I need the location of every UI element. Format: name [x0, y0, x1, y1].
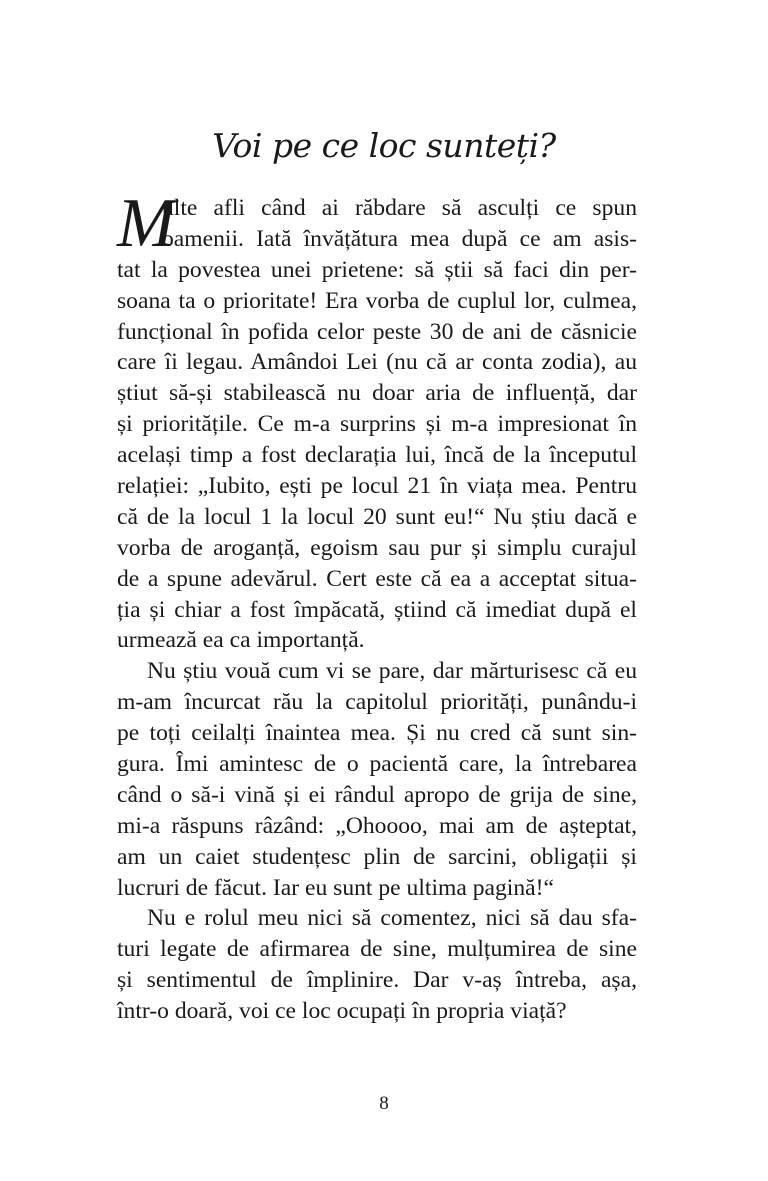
text-line: de a spune adevărul. Cert este că ea a acceptat situa-: [117, 565, 637, 592]
text-line: turi legate de afirmarea de sine, mulțumirea de sine: [117, 936, 637, 963]
text-line: care îi legau. Amândoi Lei (nu că ar conta zodia), au: [117, 349, 637, 376]
text-line: tat la povestea unei prietene: să știi să faci din per-: [117, 256, 637, 283]
text-line: ția și chiar a fost împăcată, știind că imediat după el: [117, 596, 637, 623]
text-line: soana ta o prioritate! Era vorba de cuplul lor, culmea,: [117, 287, 637, 314]
text-line: vorba de aroganță, egoism sau pur și simplu curajul: [117, 534, 637, 561]
text-line: știut să-și stabilească nu doar aria de influență, dar: [117, 380, 637, 407]
text-line: Nu știu vouă cum vi se pare, dar mărturisesc că eu: [147, 658, 637, 685]
text-line: pe toți ceilalți înaintea mea. Și nu cred că sunt sin-: [117, 720, 637, 747]
page-number: 8: [379, 1093, 389, 1114]
text-line: când o să-i vină și ei rândul apropo de grija de sine,: [117, 781, 637, 808]
text-line: am un caiet studențesc plin de sarcini, obligații și: [117, 843, 637, 870]
body-text: [117, 193, 637, 1027]
text-line: gura. Îmi amintesc de o pacientă care, la întrebarea: [117, 751, 637, 778]
drop-cap-letter: M: [117, 185, 176, 262]
text-line: și sentimentul de împlinire. Dar v-aș întreba, așa,: [117, 967, 637, 994]
text-line: oamenii. Iată învățătura mea după ce am asis-: [162, 225, 637, 252]
text-line: relației: „Iubito, ești pe locul 21 în viața mea. Pentru: [117, 473, 637, 500]
text-line: m-am încurcat rău la capitolul priorități, punându-i: [117, 689, 637, 716]
text-line: și prioritățile. Ce m-a surprins și m-a impresionat în: [117, 411, 637, 438]
text-line: mi-a răspuns râzând: „Ohoooo, mai am de așteptat,: [117, 812, 637, 839]
text-line: ulte afli când ai răbdare să asculți ce spun: [162, 195, 637, 221]
text-line: Nu e rolul meu nici să comentez, nici să dau sfa-: [147, 905, 637, 932]
text-line: că de la locul 1 la locul 20 sunt eu!“ Nu știu dacă e: [117, 503, 637, 530]
text-line: urmează ea ca importanță.: [117, 627, 365, 654]
chapter-title: Voi pe ce loc sunteți?: [212, 126, 556, 165]
text-line: funcțional în pofida celor peste 30 de ani de căsnicie: [117, 318, 637, 345]
text-line: același timp a fost declarația lui, încă de la începutul: [117, 442, 637, 469]
text-line: într-o doară, voi ce loc ocupați în propria viață?: [117, 998, 567, 1025]
text-line: lucruri de făcut. Iar eu sunt pe ultima pagină!“: [117, 874, 554, 901]
